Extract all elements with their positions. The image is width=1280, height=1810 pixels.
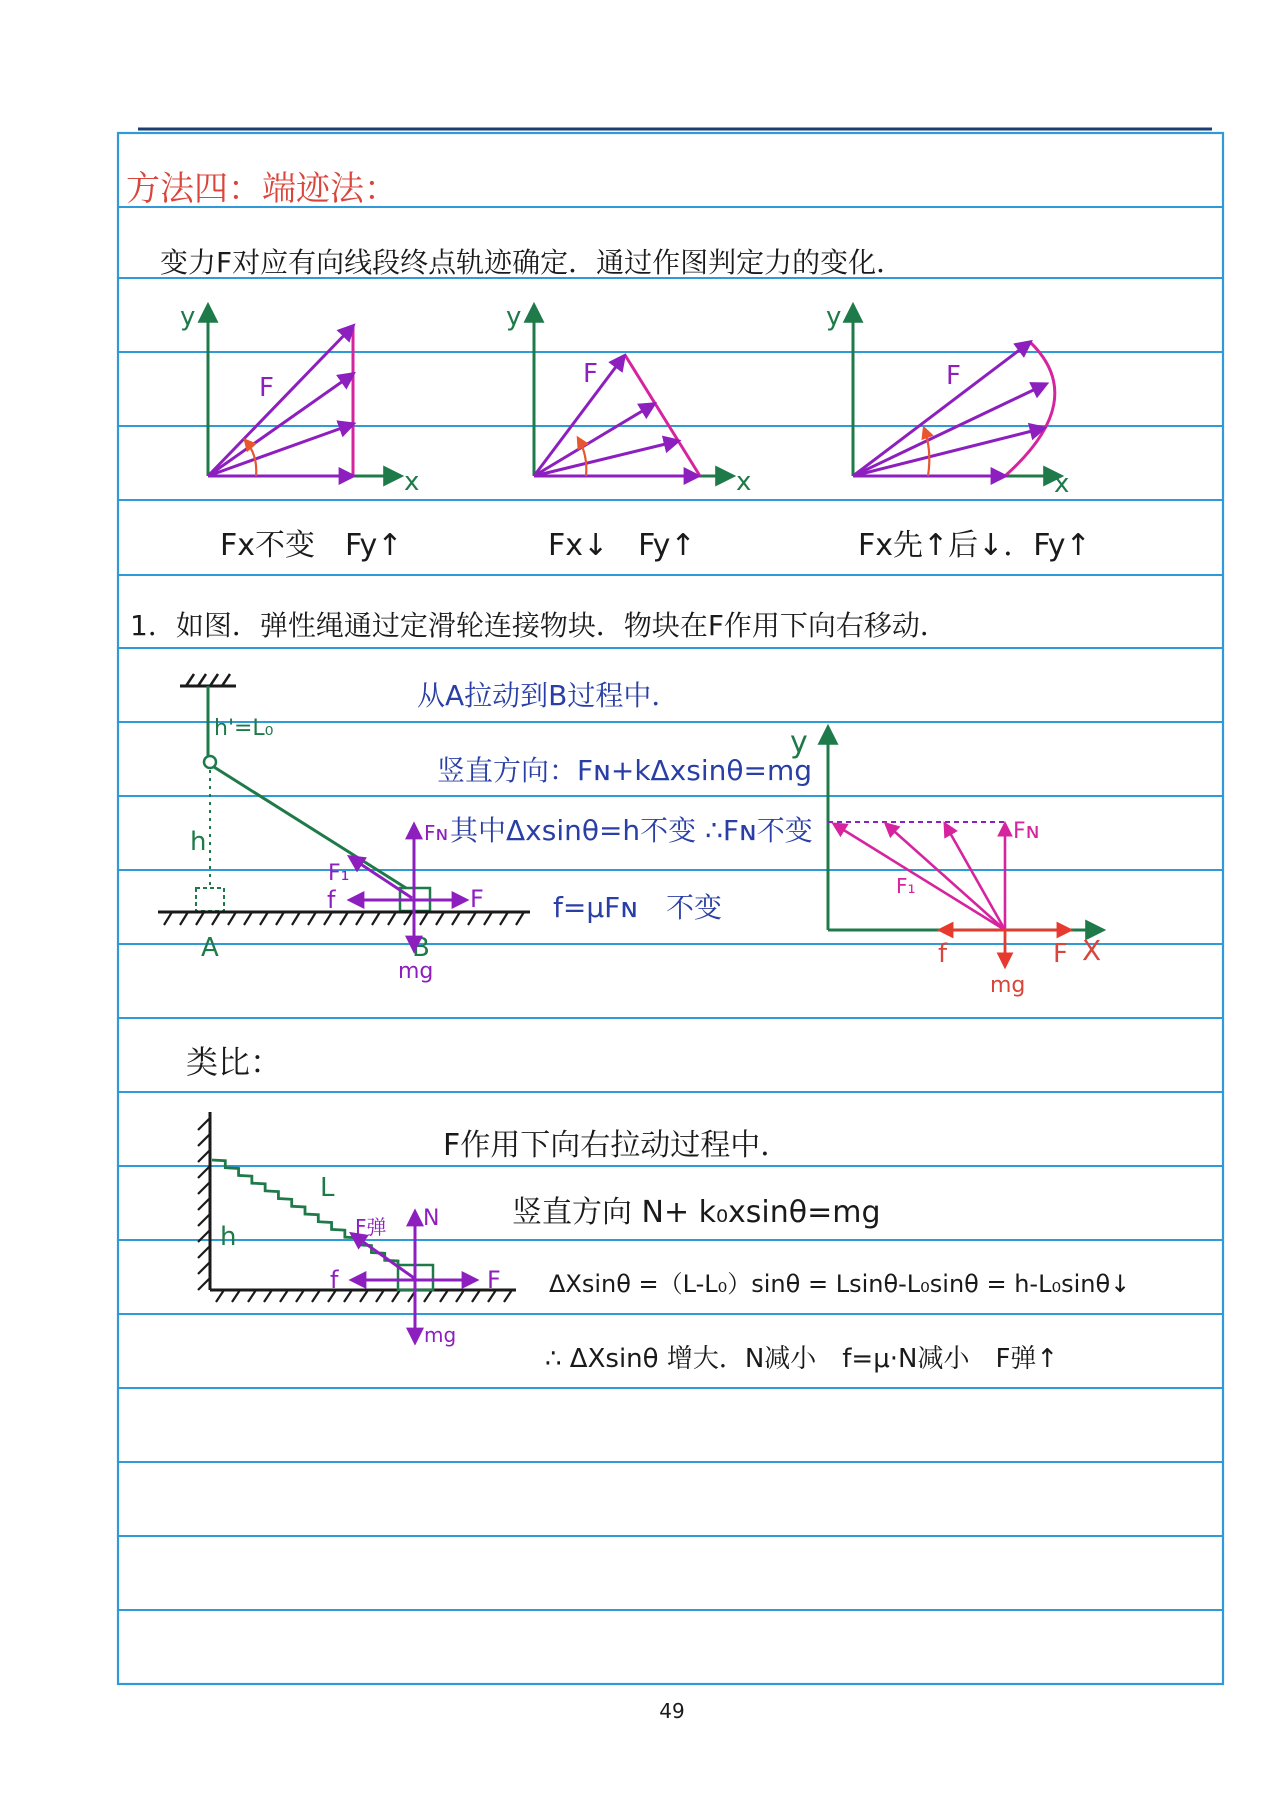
vector-rope-force xyxy=(945,824,1005,930)
note-line: 从A拉动到B过程中． xyxy=(417,679,680,712)
diagram-1-caption: Fx不变 Fy↑ xyxy=(220,528,403,563)
diagram-1-force-arrow xyxy=(208,326,353,476)
diagram-1 xyxy=(180,302,419,563)
diagram-3-y-label: y xyxy=(826,302,842,332)
diagram-3-locus xyxy=(1005,342,1055,476)
floor-hatch xyxy=(216,1290,512,1302)
spring-applied-label: F xyxy=(487,1266,501,1294)
diagram-1-y-label: y xyxy=(180,302,196,332)
analogy-line: F作用下向右拉动过程中． xyxy=(443,1128,791,1163)
spring-normal-label: N xyxy=(423,1206,440,1231)
diagram-3-x-label: x xyxy=(1054,469,1070,499)
analogy-line: 竖直方向 N+ k₀xsinθ=mg xyxy=(512,1195,881,1230)
spring-height-label: h xyxy=(220,1222,237,1252)
weight-label: mg xyxy=(398,959,434,984)
spring-length-label: L xyxy=(320,1173,335,1203)
vector-x-label: X xyxy=(1082,934,1102,967)
diagram-1-x-label: x xyxy=(404,467,420,497)
note-line: 其中Δxsinθ=h不变 ∴Fɴ不变 xyxy=(450,814,813,847)
rope-force-label: F₁ xyxy=(328,861,350,886)
wall-hatch xyxy=(198,1118,210,1290)
spring-force-label: F弹 xyxy=(355,1215,387,1239)
page-heading: 方法四：端迹法： xyxy=(126,169,398,209)
spring-friction-label: f xyxy=(330,1266,339,1294)
height-label: h xyxy=(190,827,207,857)
diagram-2-force-label: F xyxy=(583,359,598,389)
diagram-1-force-arrow xyxy=(208,424,353,476)
analogy-line: ∴ ΔXsinθ 增大．N减小 f=μ·N减小 F弹↑ xyxy=(545,1344,1059,1374)
note-line: f=μFɴ 不变 xyxy=(553,891,722,924)
page-number: 49 xyxy=(659,1699,685,1723)
pulley-label: h'=L₀ xyxy=(214,716,274,741)
analogy-title: 类比： xyxy=(186,1043,283,1081)
normal-force-label: Fɴ xyxy=(424,821,449,845)
ground-hatch xyxy=(164,912,524,925)
diagram-2-caption: Fx↓ Fy↑ xyxy=(548,528,696,563)
point-b-label: B xyxy=(412,933,430,963)
spring-weight-label: mg xyxy=(424,1323,457,1347)
vector-y-label: y xyxy=(790,725,808,760)
applied-force-label: F xyxy=(470,885,484,913)
note-line: 竖直方向：Fɴ+kΔxsinθ=mg xyxy=(437,754,813,787)
vector-rope-force xyxy=(834,824,1005,930)
analogy-line: ΔXsinθ =（L-L₀）sinθ = Lsinθ-L₀sinθ = h-L₀sinθ↓ xyxy=(549,1270,1131,1298)
pulley xyxy=(204,756,216,768)
diagram-3 xyxy=(826,302,1091,563)
intro-text: 变力F对应有向线段终点轨迹确定．通过作图判定力的变化． xyxy=(160,246,905,279)
ceiling-hatch xyxy=(186,674,230,686)
diagram-3-rotation-arc xyxy=(924,428,929,476)
vector-friction-label: f xyxy=(938,939,948,969)
spring xyxy=(212,1160,398,1268)
vector-diagram xyxy=(790,725,1102,998)
friction-label: f xyxy=(327,886,336,914)
block-at-a xyxy=(196,888,224,911)
vector-rope-label: F₁ xyxy=(896,874,916,898)
diagram-3-force-arrow xyxy=(853,384,1046,476)
rope-force-arrow xyxy=(350,857,412,898)
vector-normal-label: Fɴ xyxy=(1013,819,1040,844)
diagram-2-x-label: x xyxy=(736,467,752,497)
problem-statement: 1．如图．弹性绳通过定滑轮连接物块．物块在F作用下向右移动． xyxy=(130,609,948,642)
diagram-3-caption: Fx先↑后↓．Fy↑ xyxy=(858,528,1091,563)
diagram-2 xyxy=(506,302,751,563)
diagram-2-y-label: y xyxy=(506,302,522,332)
diagram-1-force-label: F xyxy=(259,373,274,403)
analogy-lines xyxy=(443,1128,1130,1374)
point-a-label: A xyxy=(201,933,219,963)
diagram-3-force-arrow xyxy=(853,428,1044,476)
vector-weight-label: mg xyxy=(990,973,1026,998)
vector-applied-label: F xyxy=(1053,939,1068,969)
diagram-3-force-label: F xyxy=(946,361,961,391)
diagram-3-force-arrow xyxy=(853,342,1030,476)
diagram-2-force-arrow xyxy=(534,404,654,476)
